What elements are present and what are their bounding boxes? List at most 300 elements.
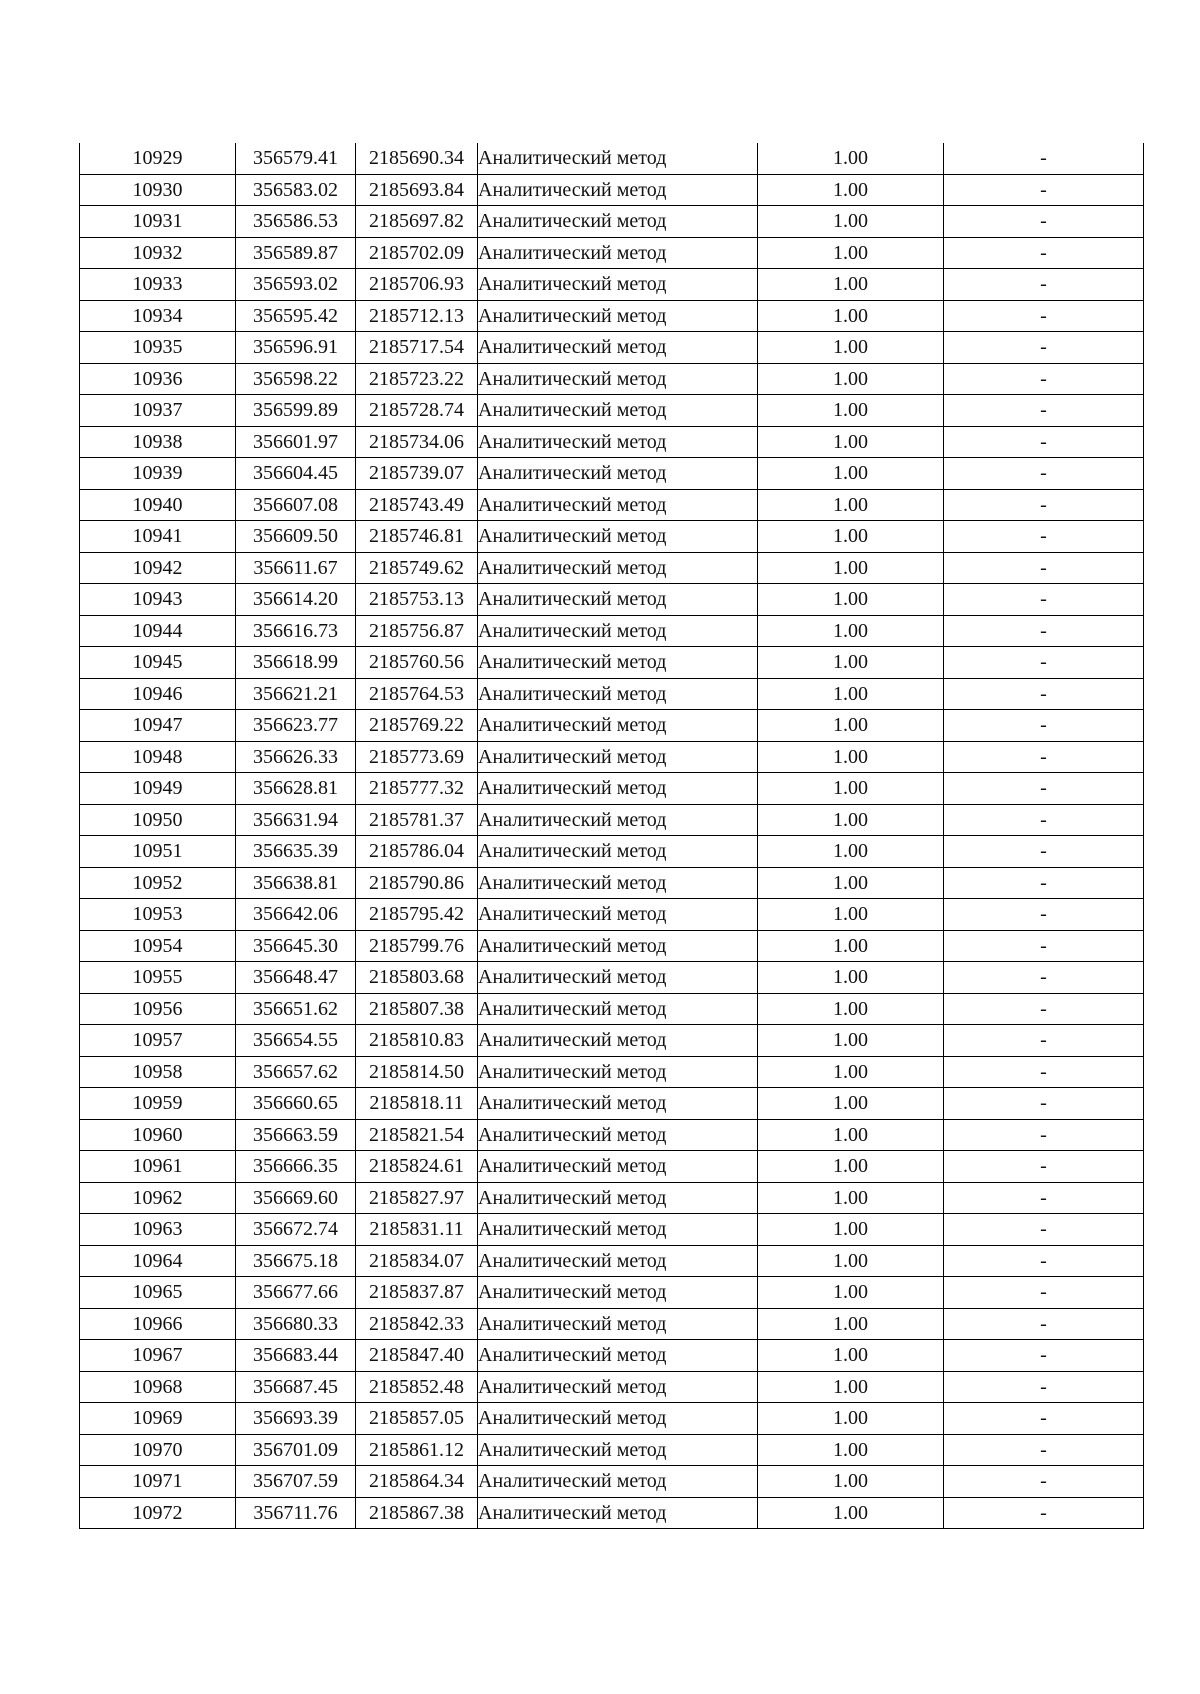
method-cell: Аналитический метод <box>478 300 758 332</box>
note-cell: - <box>944 332 1144 364</box>
point-number-cell: 10964 <box>80 1245 236 1277</box>
note-cell: - <box>944 426 1144 458</box>
method-cell: Аналитический метод <box>478 615 758 647</box>
y-coordinate-cell: 2185831.11 <box>356 1214 478 1246</box>
x-coordinate-cell: 356609.50 <box>236 521 356 553</box>
method-cell: Аналитический метод <box>478 1277 758 1309</box>
x-coordinate-cell: 356657.62 <box>236 1056 356 1088</box>
table-row <box>80 710 1144 742</box>
note-cell: - <box>944 1214 1144 1246</box>
table-row <box>80 332 1144 364</box>
method-cell: Аналитический метод <box>478 363 758 395</box>
point-number-cell: 10938 <box>80 426 236 458</box>
method-cell: Аналитический метод <box>478 836 758 868</box>
y-coordinate-cell: 2185842.33 <box>356 1308 478 1340</box>
accuracy-cell: 1.00 <box>758 300 944 332</box>
x-coordinate-cell: 356707.59 <box>236 1466 356 1498</box>
table-row <box>80 1025 1144 1057</box>
method-cell: Аналитический метод <box>478 899 758 931</box>
point-number-cell: 10943 <box>80 584 236 616</box>
x-coordinate-cell: 356593.02 <box>236 269 356 301</box>
y-coordinate-cell: 2185760.56 <box>356 647 478 679</box>
y-coordinate-cell: 2185690.34 <box>356 143 478 174</box>
y-coordinate-cell: 2185824.61 <box>356 1151 478 1183</box>
y-coordinate-cell: 2185717.54 <box>356 332 478 364</box>
y-coordinate-cell: 2185861.12 <box>356 1434 478 1466</box>
x-coordinate-cell: 356621.21 <box>236 678 356 710</box>
accuracy-cell: 1.00 <box>758 1497 944 1529</box>
accuracy-cell: 1.00 <box>758 552 944 584</box>
note-cell: - <box>944 552 1144 584</box>
accuracy-cell: 1.00 <box>758 1056 944 1088</box>
table-row <box>80 1056 1144 1088</box>
x-coordinate-cell: 356595.42 <box>236 300 356 332</box>
y-coordinate-cell: 2185803.68 <box>356 962 478 994</box>
x-coordinate-cell: 356626.33 <box>236 741 356 773</box>
x-coordinate-cell: 356675.18 <box>236 1245 356 1277</box>
note-cell: - <box>944 1371 1144 1403</box>
y-coordinate-cell: 2185807.38 <box>356 993 478 1025</box>
point-number-cell: 10942 <box>80 552 236 584</box>
table-row <box>80 962 1144 994</box>
point-number-cell: 10961 <box>80 1151 236 1183</box>
method-cell: Аналитический метод <box>478 1466 758 1498</box>
note-cell: - <box>944 1340 1144 1372</box>
point-number-cell: 10946 <box>80 678 236 710</box>
method-cell: Аналитический метод <box>478 1056 758 1088</box>
x-coordinate-cell: 356583.02 <box>236 174 356 206</box>
accuracy-cell: 1.00 <box>758 174 944 206</box>
accuracy-cell: 1.00 <box>758 930 944 962</box>
x-coordinate-cell: 356604.45 <box>236 458 356 490</box>
accuracy-cell: 1.00 <box>758 741 944 773</box>
note-cell: - <box>944 1056 1144 1088</box>
table-row <box>80 458 1144 490</box>
x-coordinate-cell: 356631.94 <box>236 804 356 836</box>
point-number-cell: 10939 <box>80 458 236 490</box>
accuracy-cell: 1.00 <box>758 710 944 742</box>
x-coordinate-cell: 356642.06 <box>236 899 356 931</box>
table-row <box>80 930 1144 962</box>
accuracy-cell: 1.00 <box>758 1371 944 1403</box>
method-cell: Аналитический метод <box>478 458 758 490</box>
method-cell: Аналитический метод <box>478 930 758 962</box>
y-coordinate-cell: 2185756.87 <box>356 615 478 647</box>
point-number-cell: 10960 <box>80 1119 236 1151</box>
coordinates-table-body <box>80 143 1144 1529</box>
note-cell: - <box>944 867 1144 899</box>
x-coordinate-cell: 356596.91 <box>236 332 356 364</box>
table-row <box>80 678 1144 710</box>
table-row <box>80 836 1144 868</box>
point-number-cell: 10948 <box>80 741 236 773</box>
method-cell: Аналитический метод <box>478 395 758 427</box>
table-row <box>80 1308 1144 1340</box>
x-coordinate-cell: 356693.39 <box>236 1403 356 1435</box>
method-cell: Аналитический метод <box>478 962 758 994</box>
x-coordinate-cell: 356616.73 <box>236 615 356 647</box>
method-cell: Аналитический метод <box>478 1025 758 1057</box>
table-row <box>80 426 1144 458</box>
method-cell: Аналитический метод <box>478 552 758 584</box>
x-coordinate-cell: 356651.62 <box>236 993 356 1025</box>
point-number-cell: 10947 <box>80 710 236 742</box>
y-coordinate-cell: 2185749.62 <box>356 552 478 584</box>
method-cell: Аналитический метод <box>478 1403 758 1435</box>
y-coordinate-cell: 2185867.38 <box>356 1497 478 1529</box>
note-cell: - <box>944 1466 1144 1498</box>
x-coordinate-cell: 356680.33 <box>236 1308 356 1340</box>
x-coordinate-cell: 356628.81 <box>236 773 356 805</box>
method-cell: Аналитический метод <box>478 773 758 805</box>
accuracy-cell: 1.00 <box>758 489 944 521</box>
y-coordinate-cell: 2185814.50 <box>356 1056 478 1088</box>
point-number-cell: 10958 <box>80 1056 236 1088</box>
note-cell: - <box>944 300 1144 332</box>
note-cell: - <box>944 710 1144 742</box>
x-coordinate-cell: 356672.74 <box>236 1214 356 1246</box>
table-row <box>80 867 1144 899</box>
x-coordinate-cell: 356660.65 <box>236 1088 356 1120</box>
x-coordinate-cell: 356618.99 <box>236 647 356 679</box>
table-row <box>80 1119 1144 1151</box>
note-cell: - <box>944 1119 1144 1151</box>
note-cell: - <box>944 1434 1144 1466</box>
note-cell: - <box>944 899 1144 931</box>
method-cell: Аналитический метод <box>478 804 758 836</box>
accuracy-cell: 1.00 <box>758 1308 944 1340</box>
accuracy-cell: 1.00 <box>758 458 944 490</box>
table-row <box>80 804 1144 836</box>
y-coordinate-cell: 2185799.76 <box>356 930 478 962</box>
note-cell: - <box>944 1497 1144 1529</box>
table-row <box>80 1245 1144 1277</box>
y-coordinate-cell: 2185728.74 <box>356 395 478 427</box>
accuracy-cell: 1.00 <box>758 647 944 679</box>
note-cell: - <box>944 1025 1144 1057</box>
point-number-cell: 10951 <box>80 836 236 868</box>
x-coordinate-cell: 356598.22 <box>236 363 356 395</box>
method-cell: Аналитический метод <box>478 1434 758 1466</box>
method-cell: Аналитический метод <box>478 143 758 174</box>
note-cell: - <box>944 962 1144 994</box>
accuracy-cell: 1.00 <box>758 332 944 364</box>
point-number-cell: 10936 <box>80 363 236 395</box>
note-cell: - <box>944 584 1144 616</box>
accuracy-cell: 1.00 <box>758 962 944 994</box>
table-row <box>80 741 1144 773</box>
method-cell: Аналитический метод <box>478 710 758 742</box>
table-row <box>80 363 1144 395</box>
table-row <box>80 1182 1144 1214</box>
point-number-cell: 10931 <box>80 206 236 238</box>
y-coordinate-cell: 2185795.42 <box>356 899 478 931</box>
method-cell: Аналитический метод <box>478 1119 758 1151</box>
y-coordinate-cell: 2185746.81 <box>356 521 478 553</box>
note-cell: - <box>944 836 1144 868</box>
y-coordinate-cell: 2185857.05 <box>356 1403 478 1435</box>
note-cell: - <box>944 237 1144 269</box>
accuracy-cell: 1.00 <box>758 1119 944 1151</box>
y-coordinate-cell: 2185712.13 <box>356 300 478 332</box>
table-row <box>80 1277 1144 1309</box>
method-cell: Аналитический метод <box>478 993 758 1025</box>
note-cell: - <box>944 206 1144 238</box>
y-coordinate-cell: 2185864.34 <box>356 1466 478 1498</box>
accuracy-cell: 1.00 <box>758 237 944 269</box>
table-row <box>80 773 1144 805</box>
note-cell: - <box>944 1151 1144 1183</box>
accuracy-cell: 1.00 <box>758 804 944 836</box>
table-row <box>80 1151 1144 1183</box>
table-row <box>80 395 1144 427</box>
y-coordinate-cell: 2185769.22 <box>356 710 478 742</box>
x-coordinate-cell: 356687.45 <box>236 1371 356 1403</box>
accuracy-cell: 1.00 <box>758 993 944 1025</box>
y-coordinate-cell: 2185818.11 <box>356 1088 478 1120</box>
table-row <box>80 993 1144 1025</box>
accuracy-cell: 1.00 <box>758 1403 944 1435</box>
note-cell: - <box>944 143 1144 174</box>
method-cell: Аналитический метод <box>478 1182 758 1214</box>
method-cell: Аналитический метод <box>478 1371 758 1403</box>
table-row <box>80 552 1144 584</box>
accuracy-cell: 1.00 <box>758 1340 944 1372</box>
point-number-cell: 10933 <box>80 269 236 301</box>
table-row <box>80 615 1144 647</box>
method-cell: Аналитический метод <box>478 678 758 710</box>
note-cell: - <box>944 1308 1144 1340</box>
table-row <box>80 1340 1144 1372</box>
accuracy-cell: 1.00 <box>758 143 944 174</box>
x-coordinate-cell: 356611.67 <box>236 552 356 584</box>
point-number-cell: 10972 <box>80 1497 236 1529</box>
point-number-cell: 10940 <box>80 489 236 521</box>
method-cell: Аналитический метод <box>478 237 758 269</box>
x-coordinate-cell: 356663.59 <box>236 1119 356 1151</box>
accuracy-cell: 1.00 <box>758 899 944 931</box>
note-cell: - <box>944 521 1144 553</box>
x-coordinate-cell: 356599.89 <box>236 395 356 427</box>
x-coordinate-cell: 356654.55 <box>236 1025 356 1057</box>
method-cell: Аналитический метод <box>478 489 758 521</box>
note-cell: - <box>944 1182 1144 1214</box>
point-number-cell: 10953 <box>80 899 236 931</box>
accuracy-cell: 1.00 <box>758 521 944 553</box>
point-number-cell: 10970 <box>80 1434 236 1466</box>
note-cell: - <box>944 741 1144 773</box>
y-coordinate-cell: 2185810.83 <box>356 1025 478 1057</box>
point-number-cell: 10966 <box>80 1308 236 1340</box>
method-cell: Аналитический метод <box>478 332 758 364</box>
table-row <box>80 143 1144 174</box>
note-cell: - <box>944 993 1144 1025</box>
method-cell: Аналитический метод <box>478 1308 758 1340</box>
x-coordinate-cell: 356586.53 <box>236 206 356 238</box>
accuracy-cell: 1.00 <box>758 836 944 868</box>
method-cell: Аналитический метод <box>478 521 758 553</box>
y-coordinate-cell: 2185790.86 <box>356 867 478 899</box>
y-coordinate-cell: 2185827.97 <box>356 1182 478 1214</box>
accuracy-cell: 1.00 <box>758 1245 944 1277</box>
table-row <box>80 1088 1144 1120</box>
table-row <box>80 1466 1144 1498</box>
coordinates-table <box>79 143 1144 1529</box>
y-coordinate-cell: 2185781.37 <box>356 804 478 836</box>
accuracy-cell: 1.00 <box>758 773 944 805</box>
accuracy-cell: 1.00 <box>758 1214 944 1246</box>
point-number-cell: 10968 <box>80 1371 236 1403</box>
x-coordinate-cell: 356635.39 <box>236 836 356 868</box>
accuracy-cell: 1.00 <box>758 1277 944 1309</box>
point-number-cell: 10941 <box>80 521 236 553</box>
table-row <box>80 647 1144 679</box>
y-coordinate-cell: 2185693.84 <box>356 174 478 206</box>
y-coordinate-cell: 2185847.40 <box>356 1340 478 1372</box>
point-number-cell: 10969 <box>80 1403 236 1435</box>
point-number-cell: 10949 <box>80 773 236 805</box>
note-cell: - <box>944 269 1144 301</box>
method-cell: Аналитический метод <box>478 1497 758 1529</box>
accuracy-cell: 1.00 <box>758 395 944 427</box>
point-number-cell: 10945 <box>80 647 236 679</box>
method-cell: Аналитический метод <box>478 1088 758 1120</box>
x-coordinate-cell: 356669.60 <box>236 1182 356 1214</box>
y-coordinate-cell: 2185773.69 <box>356 741 478 773</box>
note-cell: - <box>944 363 1144 395</box>
note-cell: - <box>944 489 1144 521</box>
method-cell: Аналитический метод <box>478 1151 758 1183</box>
point-number-cell: 10932 <box>80 237 236 269</box>
accuracy-cell: 1.00 <box>758 584 944 616</box>
point-number-cell: 10934 <box>80 300 236 332</box>
table-row <box>80 237 1144 269</box>
point-number-cell: 10955 <box>80 962 236 994</box>
x-coordinate-cell: 356623.77 <box>236 710 356 742</box>
note-cell: - <box>944 678 1144 710</box>
note-cell: - <box>944 1088 1144 1120</box>
table-row <box>80 206 1144 238</box>
x-coordinate-cell: 356589.87 <box>236 237 356 269</box>
method-cell: Аналитический метод <box>478 174 758 206</box>
x-coordinate-cell: 356579.41 <box>236 143 356 174</box>
point-number-cell: 10944 <box>80 615 236 647</box>
accuracy-cell: 1.00 <box>758 1434 944 1466</box>
table-row <box>80 584 1144 616</box>
x-coordinate-cell: 356648.47 <box>236 962 356 994</box>
point-number-cell: 10971 <box>80 1466 236 1498</box>
point-number-cell: 10935 <box>80 332 236 364</box>
accuracy-cell: 1.00 <box>758 867 944 899</box>
y-coordinate-cell: 2185753.13 <box>356 584 478 616</box>
accuracy-cell: 1.00 <box>758 1088 944 1120</box>
accuracy-cell: 1.00 <box>758 1182 944 1214</box>
point-number-cell: 10954 <box>80 930 236 962</box>
accuracy-cell: 1.00 <box>758 269 944 301</box>
accuracy-cell: 1.00 <box>758 206 944 238</box>
method-cell: Аналитический метод <box>478 206 758 238</box>
accuracy-cell: 1.00 <box>758 1151 944 1183</box>
table-row <box>80 300 1144 332</box>
x-coordinate-cell: 356638.81 <box>236 867 356 899</box>
point-number-cell: 10967 <box>80 1340 236 1372</box>
x-coordinate-cell: 356711.76 <box>236 1497 356 1529</box>
note-cell: - <box>944 174 1144 206</box>
point-number-cell: 10952 <box>80 867 236 899</box>
x-coordinate-cell: 356677.66 <box>236 1277 356 1309</box>
note-cell: - <box>944 773 1144 805</box>
point-number-cell: 10962 <box>80 1182 236 1214</box>
point-number-cell: 10930 <box>80 174 236 206</box>
point-number-cell: 10950 <box>80 804 236 836</box>
method-cell: Аналитический метод <box>478 647 758 679</box>
note-cell: - <box>944 1403 1144 1435</box>
table-row <box>80 1497 1144 1529</box>
y-coordinate-cell: 2185821.54 <box>356 1119 478 1151</box>
accuracy-cell: 1.00 <box>758 615 944 647</box>
y-coordinate-cell: 2185734.06 <box>356 426 478 458</box>
method-cell: Аналитический метод <box>478 741 758 773</box>
point-number-cell: 10965 <box>80 1277 236 1309</box>
x-coordinate-cell: 356601.97 <box>236 426 356 458</box>
table-row <box>80 1214 1144 1246</box>
table-row <box>80 1403 1144 1435</box>
point-number-cell: 10963 <box>80 1214 236 1246</box>
y-coordinate-cell: 2185764.53 <box>356 678 478 710</box>
method-cell: Аналитический метод <box>478 1214 758 1246</box>
table-row <box>80 1434 1144 1466</box>
y-coordinate-cell: 2185852.48 <box>356 1371 478 1403</box>
accuracy-cell: 1.00 <box>758 1466 944 1498</box>
x-coordinate-cell: 356683.44 <box>236 1340 356 1372</box>
table-row <box>80 489 1144 521</box>
y-coordinate-cell: 2185739.07 <box>356 458 478 490</box>
table-row <box>80 899 1144 931</box>
method-cell: Аналитический метод <box>478 426 758 458</box>
note-cell: - <box>944 804 1144 836</box>
method-cell: Аналитический метод <box>478 867 758 899</box>
note-cell: - <box>944 458 1144 490</box>
point-number-cell: 10937 <box>80 395 236 427</box>
y-coordinate-cell: 2185837.87 <box>356 1277 478 1309</box>
point-number-cell: 10929 <box>80 143 236 174</box>
method-cell: Аналитический метод <box>478 1340 758 1372</box>
table-row <box>80 174 1144 206</box>
point-number-cell: 10956 <box>80 993 236 1025</box>
point-number-cell: 10957 <box>80 1025 236 1057</box>
x-coordinate-cell: 356607.08 <box>236 489 356 521</box>
method-cell: Аналитический метод <box>478 1245 758 1277</box>
y-coordinate-cell: 2185702.09 <box>356 237 478 269</box>
method-cell: Аналитический метод <box>478 269 758 301</box>
y-coordinate-cell: 2185834.07 <box>356 1245 478 1277</box>
y-coordinate-cell: 2185706.93 <box>356 269 478 301</box>
table-row <box>80 269 1144 301</box>
note-cell: - <box>944 615 1144 647</box>
note-cell: - <box>944 1245 1144 1277</box>
accuracy-cell: 1.00 <box>758 426 944 458</box>
note-cell: - <box>944 647 1144 679</box>
note-cell: - <box>944 1277 1144 1309</box>
x-coordinate-cell: 356701.09 <box>236 1434 356 1466</box>
table-row <box>80 1371 1144 1403</box>
y-coordinate-cell: 2185786.04 <box>356 836 478 868</box>
method-cell: Аналитический метод <box>478 584 758 616</box>
accuracy-cell: 1.00 <box>758 1025 944 1057</box>
point-number-cell: 10959 <box>80 1088 236 1120</box>
x-coordinate-cell: 356614.20 <box>236 584 356 616</box>
note-cell: - <box>944 395 1144 427</box>
